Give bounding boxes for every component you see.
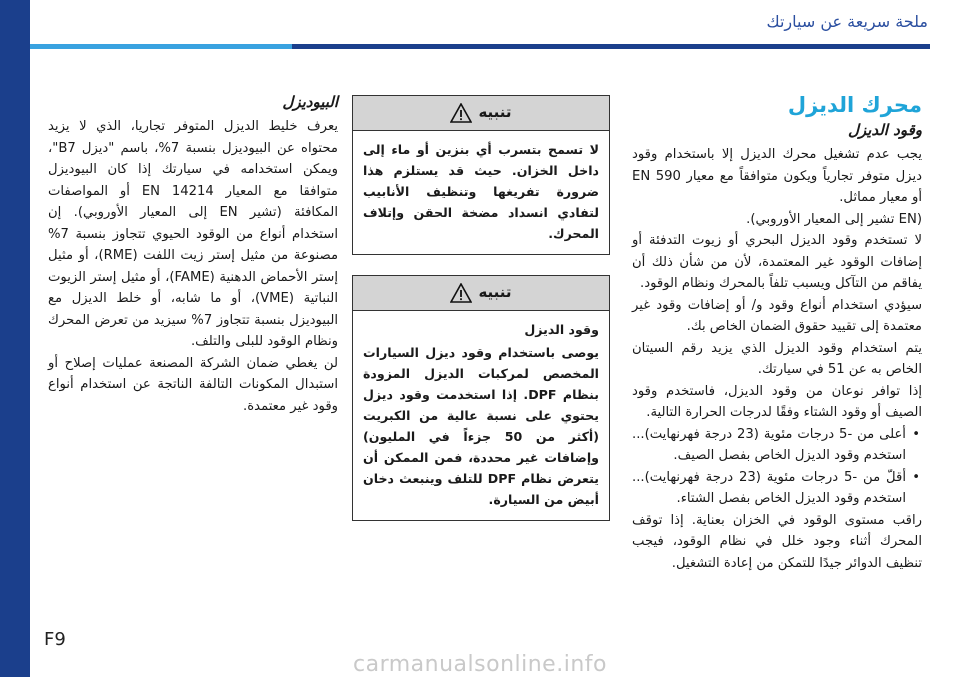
bullet-item: • أقلّ من -5 درجات مئوية (23 درجة فهرنهايت)... استخدم وقود الديزل الخاص بفصل الشتاء. [632, 467, 922, 510]
caution-title: وقود الديزل [524, 322, 599, 337]
caution-header [353, 96, 609, 131]
header-rule-accent [30, 44, 292, 49]
paragraph: إذا توافر نوعان من وقود الديزل، فاستخدم وقود الصيف أو وقود الشتاء وفقًا لدرجات الحرارة التالية. [632, 383, 922, 420]
paragraph: لا تستخدم وقود الديزل البحري أو زيوت التدفئة أو إضافات الوقود غير المعتمدة، لأن من شأن ذلك أن يفاقم من التآكل ويسبب تلفاً بالمحرك ونظام الوقود. [632, 233, 922, 291]
section-title: محرك الديزل [787, 93, 922, 117]
paragraph: يتم استخدام وقود الديزل الذي يزيد رقم السيتان الخاص به عن 51 في سيارتك. [632, 340, 922, 377]
paragraph: لن يغطي ضمان الشركة المصنعة عمليات إصلاح أو استبدال المكونات التالفة الناتجة عن استخدام أنواع وقود غير معتمدة. [48, 355, 338, 414]
caution-text: لا تسمح بتسرب أي بنزين أو ماء إلى داخل الخزان. حيث قد يستلزم هذا ضرورة تفريغها وتنظيف الأنابيب لتفادي انسداد مضخة الحقن وإتلاف المحرك. [363, 142, 599, 241]
subsection-title: البيوديزل [282, 93, 338, 111]
page-number: F9 [44, 629, 66, 650]
caution-label: تنبيه [478, 283, 512, 302]
paragraph: راقب مستوى الوقود في الخزان بعناية. إذا توقف المحرك أثناء وجود خلل في نظام الوقود، فيجب تنظيف الدوائر جيدًا للتمكن من إعادة التشغيل. [632, 512, 922, 571]
paragraph: سيؤدي استخدام أنواع وقود و/ أو إضافات وقود غير معتمدة إلى تقييد حقوق الضمان الخاص بك. [632, 297, 922, 334]
paragraph: (EN تشير إلى المعيار الأوروبي). [746, 211, 922, 227]
right-column [632, 92, 922, 574]
left-column [48, 92, 338, 417]
bullet-item: • أعلى من -5 درجات مئوية (23 درجة فهرنهايت)... استخدم وقود الديزل الخاص بفصل الصيف. [632, 424, 922, 467]
caution-header [353, 276, 609, 311]
caution-box [352, 95, 610, 255]
caution-body [353, 311, 609, 520]
middle-column [352, 95, 610, 541]
bullet-list [632, 424, 922, 510]
warning-triangle-icon [450, 103, 472, 123]
paragraph: يعرف خليط الديزل المتوفر تجاريا، الذي لا يزيد محتواه عن البيوديزل بنسبة 7%، باسم "ديزل B7"، ويمكن استخدامه في سيارتك إذا كان البيوديزل متوافقا مع المعيار EN 14214 أو المواصفات المكافئة (تشير EN إلى المعيار الأوروبي). إن استخدام أنواع من الوقود الحيوي تتجاوز بنسبة 7% مصنوعة من مثيل إستر زيت اللفت (RME)، أو مثيل إستر الأحماض الدهنية (FAME)، أو مثيل إستر الزيوت النباتية (VME)، أو ما شابه، أو خلط الديزل مع البيوديزل بنسبة تتجاوز 7% سيزيد من تعرض المحرك ونظام الوقود للبلى والتلف. [48, 119, 339, 349]
caution-box [352, 275, 610, 521]
watermark: carmanualsonline.info [353, 652, 607, 677]
warning-triangle-icon [450, 283, 472, 303]
caution-label: تنبيه [478, 103, 512, 122]
paragraph: يجب عدم تشغيل محرك الديزل إلا باستخدام وقود ديزل متوفر تجارياً ويكون متوافقاً مع معيار EN 590 أو معيار مماثل. [632, 147, 922, 205]
page-header-title: ملحة سريعة عن سيارتك [766, 12, 928, 31]
caution-text: يوصى باستخدام وقود ديزل السيارات المخصص لمركبات الديزل المزودة بنظام DPF. إذا استخدمت وقود ديزل يحتوي على نسبة عالية من الكبريت (أكثر من 50 جزءاً في المليون) وإضافات غير محددة، فمن الممكن أن يتعرض نظام DPF للتلف وينبعث دخان أبيض من السيارة. [363, 345, 599, 507]
subsection-title: وقود الديزل [847, 121, 922, 139]
left-margin-bar [0, 0, 30, 677]
